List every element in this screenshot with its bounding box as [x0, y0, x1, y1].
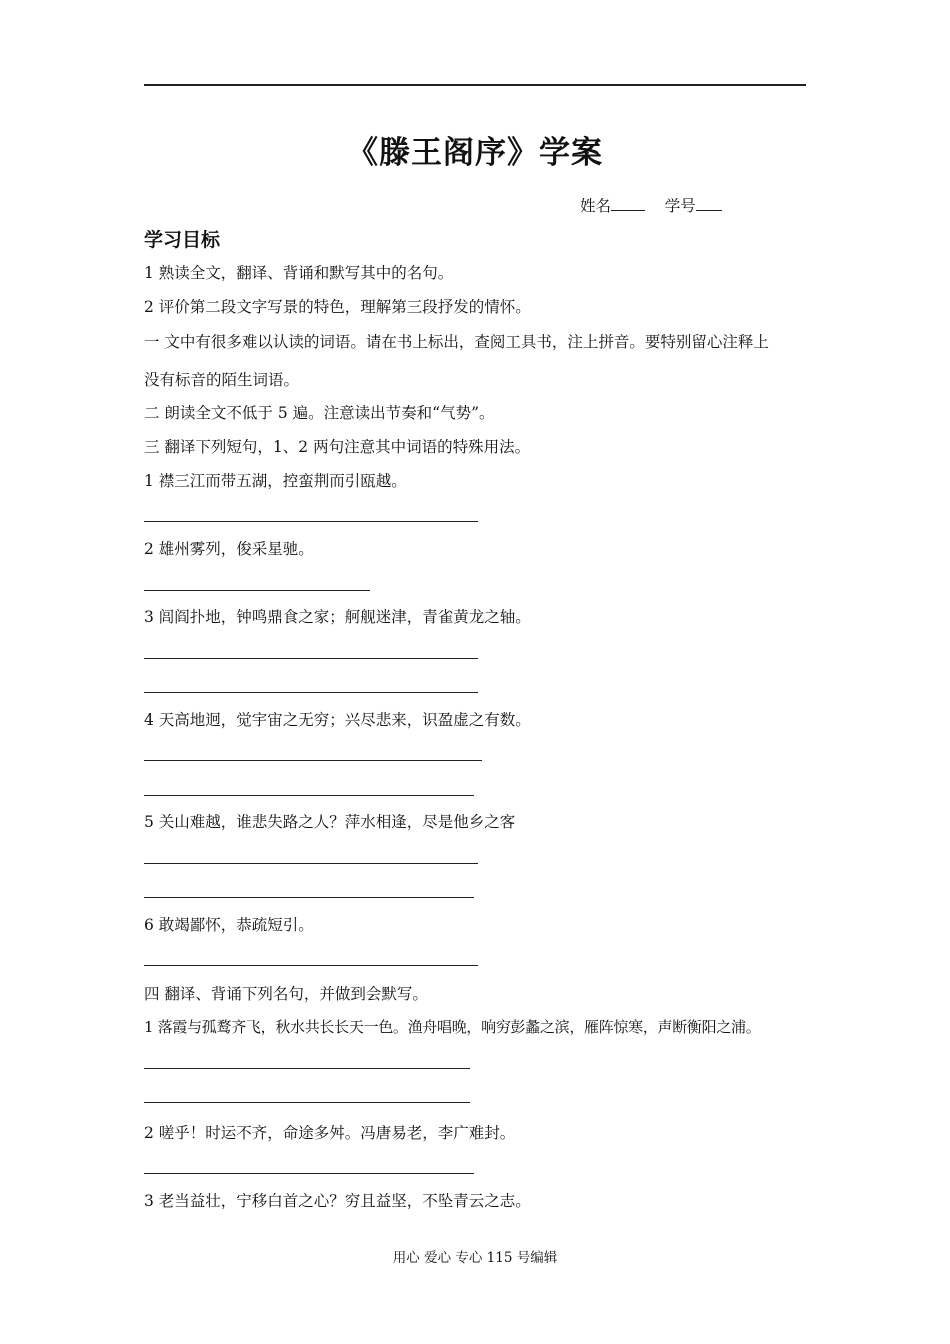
text-line: 没有标音的陌生词语。: [144, 371, 300, 389]
answer-line[interactable]: [144, 1102, 470, 1103]
id-label: 学号: [664, 197, 696, 215]
name-blank[interactable]: [611, 196, 645, 211]
name-label: 姓名: [580, 197, 612, 215]
answer-line[interactable]: [144, 692, 478, 693]
answer-line[interactable]: [144, 863, 478, 864]
answer-line[interactable]: [144, 760, 482, 761]
id-blank[interactable]: [696, 196, 722, 211]
header-rule: [144, 84, 806, 86]
text-line: 一 文中有很多难以认读的词语。请在书上标出，查阅工具书，注上拼音。要特别留心注释上: [144, 333, 769, 351]
document-title: 《滕王阁序》学案: [347, 135, 603, 171]
text-line: 1 襟三江而带五湖，控蛮荆而引瓯越。: [144, 472, 407, 490]
answer-line[interactable]: [144, 1173, 474, 1174]
text-line: 4 天高地迥，觉宇宙之无穷；兴尽悲来，识盈虚之有数。: [144, 711, 531, 729]
page-footer: 用心 爱心 专心 115 号编辑: [392, 1250, 558, 1266]
text-line: 6 敢竭鄙怀，恭疏短引。: [144, 916, 314, 934]
text-line: 三 翻译下列短句，1、2 两句注意其中词语的特殊用法。: [144, 438, 531, 456]
name-id-line: [580, 194, 722, 216]
answer-line[interactable]: [144, 897, 474, 898]
answer-line[interactable]: [144, 658, 478, 659]
text-line: 2 评价第二段文字写景的特色，理解第三段抒发的情怀。: [144, 298, 531, 316]
answer-line[interactable]: [144, 965, 478, 966]
answer-line[interactable]: [144, 1068, 470, 1069]
answer-line[interactable]: [144, 521, 478, 522]
text-line: 1 落霞与孤鹜齐飞，秋水共长长天一色。渔舟唱晚，响穷彭蠡之滨，雁阵惊寒，声断衡阳之浦。: [144, 1018, 761, 1036]
section-heading: 学习目标: [144, 229, 221, 251]
text-line: 四 翻译、背诵下列名句，并做到会默写。: [144, 985, 428, 1003]
text-line: 2 嗟乎！时运不齐，命途多舛。冯唐易老，李广难封。: [144, 1124, 516, 1142]
text-line: 二 朗读全文不低于 5 遍。注意读出节奏和“气势”。: [144, 404, 495, 422]
text-line: 3 老当益壮，宁移白首之心？穷且益坚，不坠青云之志。: [144, 1192, 531, 1210]
answer-line[interactable]: [144, 795, 474, 796]
text-line: 3 闾阎扑地，钟鸣鼎食之家；舸舰迷津，青雀黄龙之轴。: [144, 608, 531, 626]
text-line: 2 雄州雾列，俊采星驰。: [144, 540, 314, 558]
text-line: 1 熟读全文，翻译、背诵和默写其中的名句。: [144, 264, 454, 282]
answer-line[interactable]: [144, 590, 370, 591]
text-line: 5 关山难越，谁悲失路之人？萍水相逢，尽是他乡之客: [144, 813, 516, 831]
